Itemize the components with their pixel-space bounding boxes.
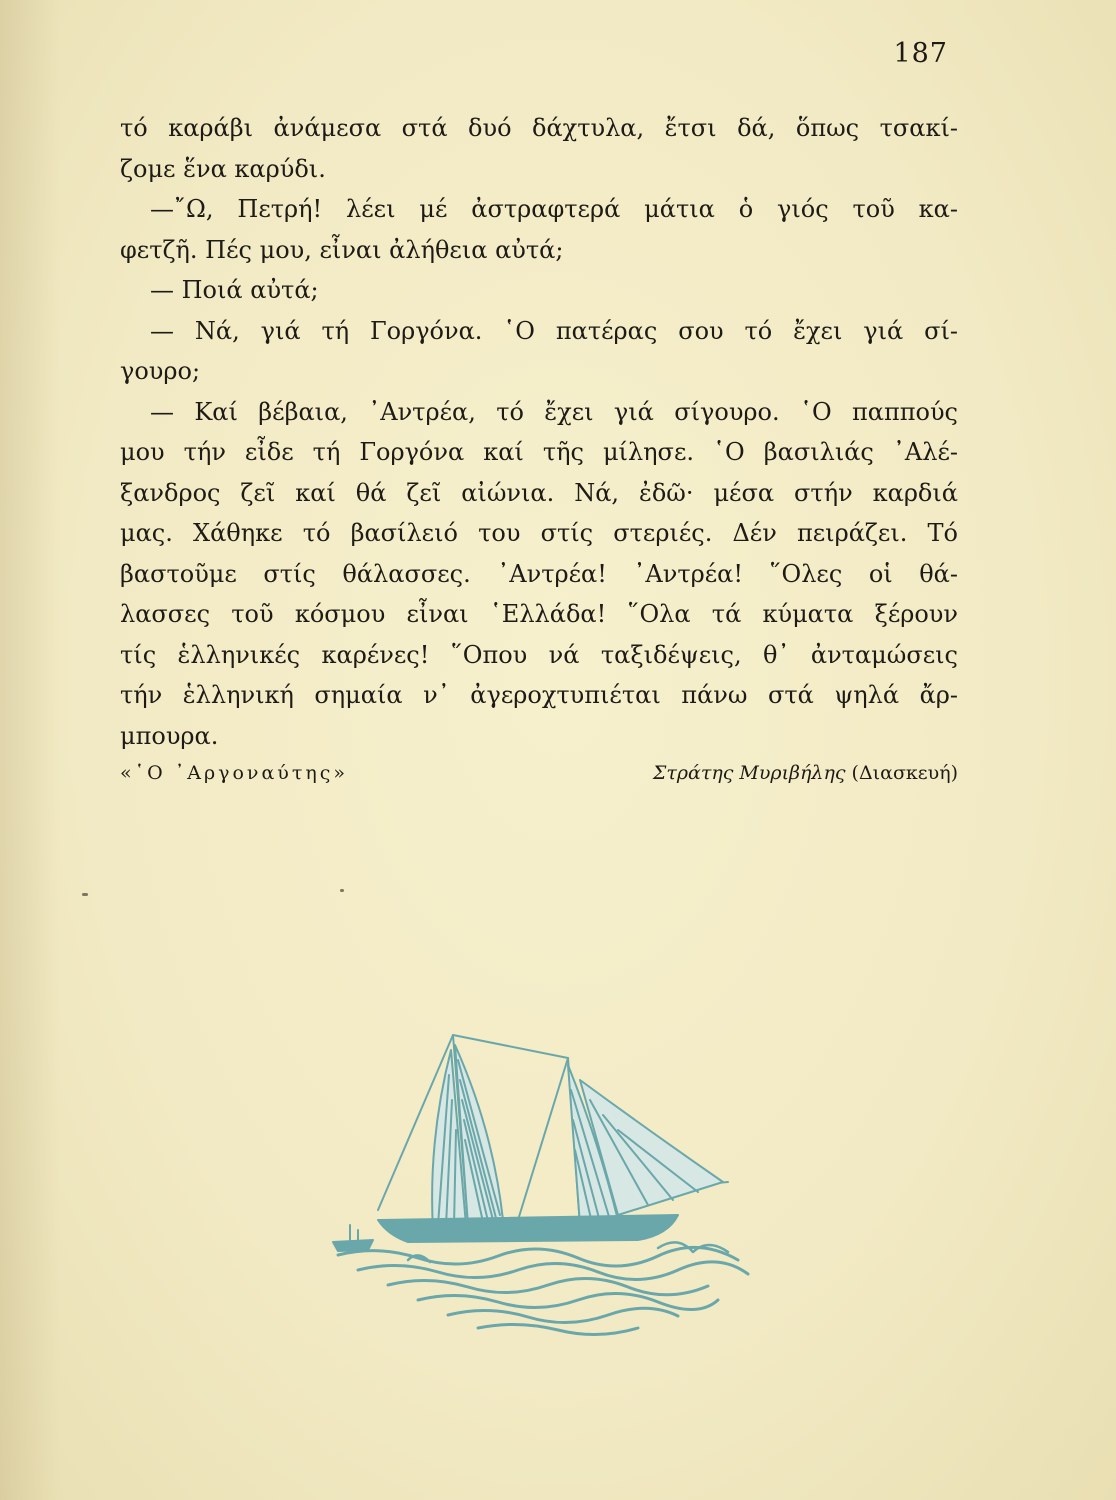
text-line: μας. Χάθηκε τό βασίλειό του στίς στεριές. Δέν πειράζει. Τό (120, 519, 958, 547)
page-number: 187 (893, 38, 948, 69)
attribution (120, 762, 958, 792)
text-line: — Ποιά αὐτά; (150, 276, 319, 304)
text-line: γουρο; (120, 357, 201, 385)
text-line: ξανδρος ζεῖ καί θά ζεῖ αἰώνια. Νά, ἐδῶ· μέσα στήν καρδιά (120, 478, 958, 507)
source-title: «῾Ο ᾿Αργοναύτης» (120, 762, 349, 784)
text-line: μπουρα. (120, 721, 219, 750)
text-line: λασσες τοῦ κόσμου εἶναι ῾Ελλάδα! ῞Ολα τά κύματα ξέρουν (120, 600, 958, 628)
print-speck (82, 893, 88, 896)
adaptation-note: (Διασκευή) (851, 762, 958, 784)
text-line: —῎Ω, Πετρή! λέει μέ ἀστραφτερά μάτια ὁ γιός τοῦ κα- (150, 195, 958, 223)
author-credit (653, 762, 958, 784)
text-line: ζομε ἕνα καρύδι. (120, 154, 326, 183)
body-text (120, 108, 958, 756)
sailing-ship-illustration (318, 1020, 768, 1340)
text-line: — Καί βέβαια, ᾿Αντρέα, τό ἔχει γιά σίγουρο. ῾Ο παππούς (150, 397, 958, 426)
text-line: τήν ἑλληνική σημαία ν᾿ ἀγεροχτυπιέται πάνω στά ψηλά ἄρ- (120, 681, 958, 709)
text-line: βαστοῦμε στίς θάλασσες. ᾿Αντρέα! ᾿Αντρέα! ῞Ολες οἱ θά- (120, 559, 958, 588)
text-line: — Νά, γιά τή Γοργόνα. ῾Ο πατέρας σου τό ἔχει γιά σί- (150, 316, 958, 345)
print-speck (340, 889, 344, 892)
text-line: τό καράβι ἀνάμεσα στά δυό δάχτυλα, ἔτσι δά, ὅπως τσακί- (120, 114, 958, 142)
text-line: τίς ἑλληνικές καρένες! ῞Οπου νά ταξιδέψεις, θ᾿ ἀνταμώσεις (120, 640, 958, 669)
text-line: φετζῆ. Πές μου, εἶναι ἀλήθεια αὐτά; (120, 235, 564, 264)
text-line: μου τήν εἶδε τή Γοργόνα καί τῆς μίλησε. ῾Ο βασιλιάς ᾿Αλέ- (120, 438, 958, 466)
author-name: Στράτης Μυριβήλης (652, 762, 846, 784)
